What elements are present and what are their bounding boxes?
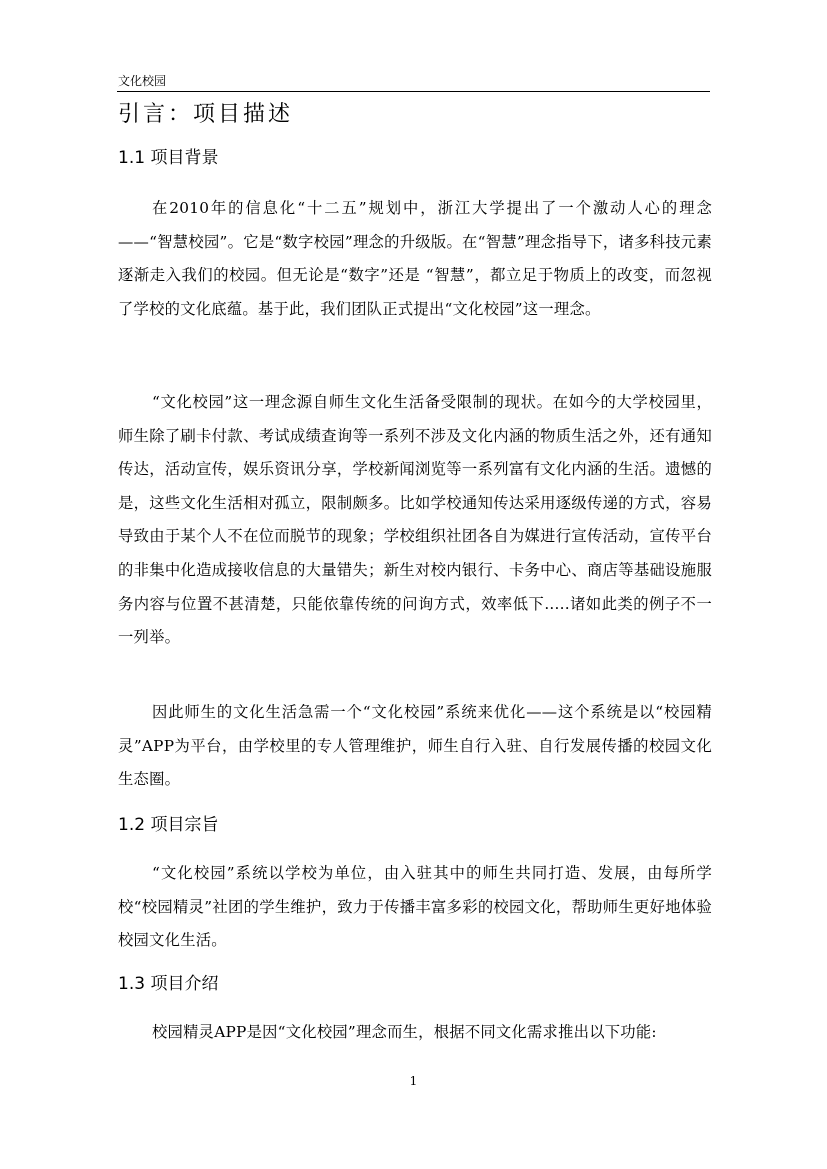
header-rule (117, 91, 710, 92)
section-heading-background: 1.1 项目背景 (118, 148, 219, 168)
paragraph-background-2: “文化校园”这一理念源自师生文化生活备受限制的现状。在如今的大学校园里，师生除了刷卡付款、考试成绩查询等一系列不涉及文化内涵的物质生活之外，还有通知传达，活动宣传，娱乐资讯分享，学校新闻浏览等一系列富有文化内涵的生活。遗憾的是，这些文化生活相对孤立，限制颇多。比如学校通知传达采用逐级传递的方式，容易导致由于某个人不在位而脱节的现象；学校组织社团各自为媒进行宣传活动，宣传平台的非集中化造成接收信息的大量错失；新生对校内银行、卡务中心、商店等基础设施服务内容与位置不甚清楚，只能依靠传统的问询方式，效率低下.....诸如此类的例子不一一列举。 (118, 393, 712, 647)
page-number: 1 (409, 1074, 418, 1088)
paragraph-intro: 校园精灵APP是因“文化校园”理念而生，根据不同文化需求推出以下功能: (152, 1023, 657, 1041)
paragraph-background-1: 在2010年的信息化“十二五”规划中，浙江大学提出了一个激动人心的理念——“智慧校园”。它是“数字校园”理念的升级版。在“智慧”理念指导下，诸多科技元素逐渐走入我们的校园。但无论是“数字”还是 “智慧”，都立足于物质上的改变，而忽视了学校的文化底蕴。基于此，我们团队正式提出“文化校园”这一理念。 (118, 199, 712, 318)
paragraph-background-3: 因此师生的文化生活急需一个“文化校园”系统来优化——这个系统是以“校园精灵”APP为平台，由学校里的专人管理维护，师生自行入驻、自行发展传播的校园文化生态圈。 (118, 703, 712, 789)
section-heading-intro: 1.3 项目介绍 (118, 974, 219, 994)
chapter-title: 引言：项目描述 (118, 102, 294, 127)
section-heading-purpose: 1.2 项目宗旨 (118, 815, 219, 835)
running-header: 文化校园 (118, 74, 167, 88)
paragraph-purpose: “文化校园”系统以学校为单位，由入驻其中的师生共同打造、发展，由每所学校“校园精灵”社团的学生维护，致力于传播丰富多彩的校园文化，帮助师生更好地体验校园文化生活。 (118, 864, 712, 950)
